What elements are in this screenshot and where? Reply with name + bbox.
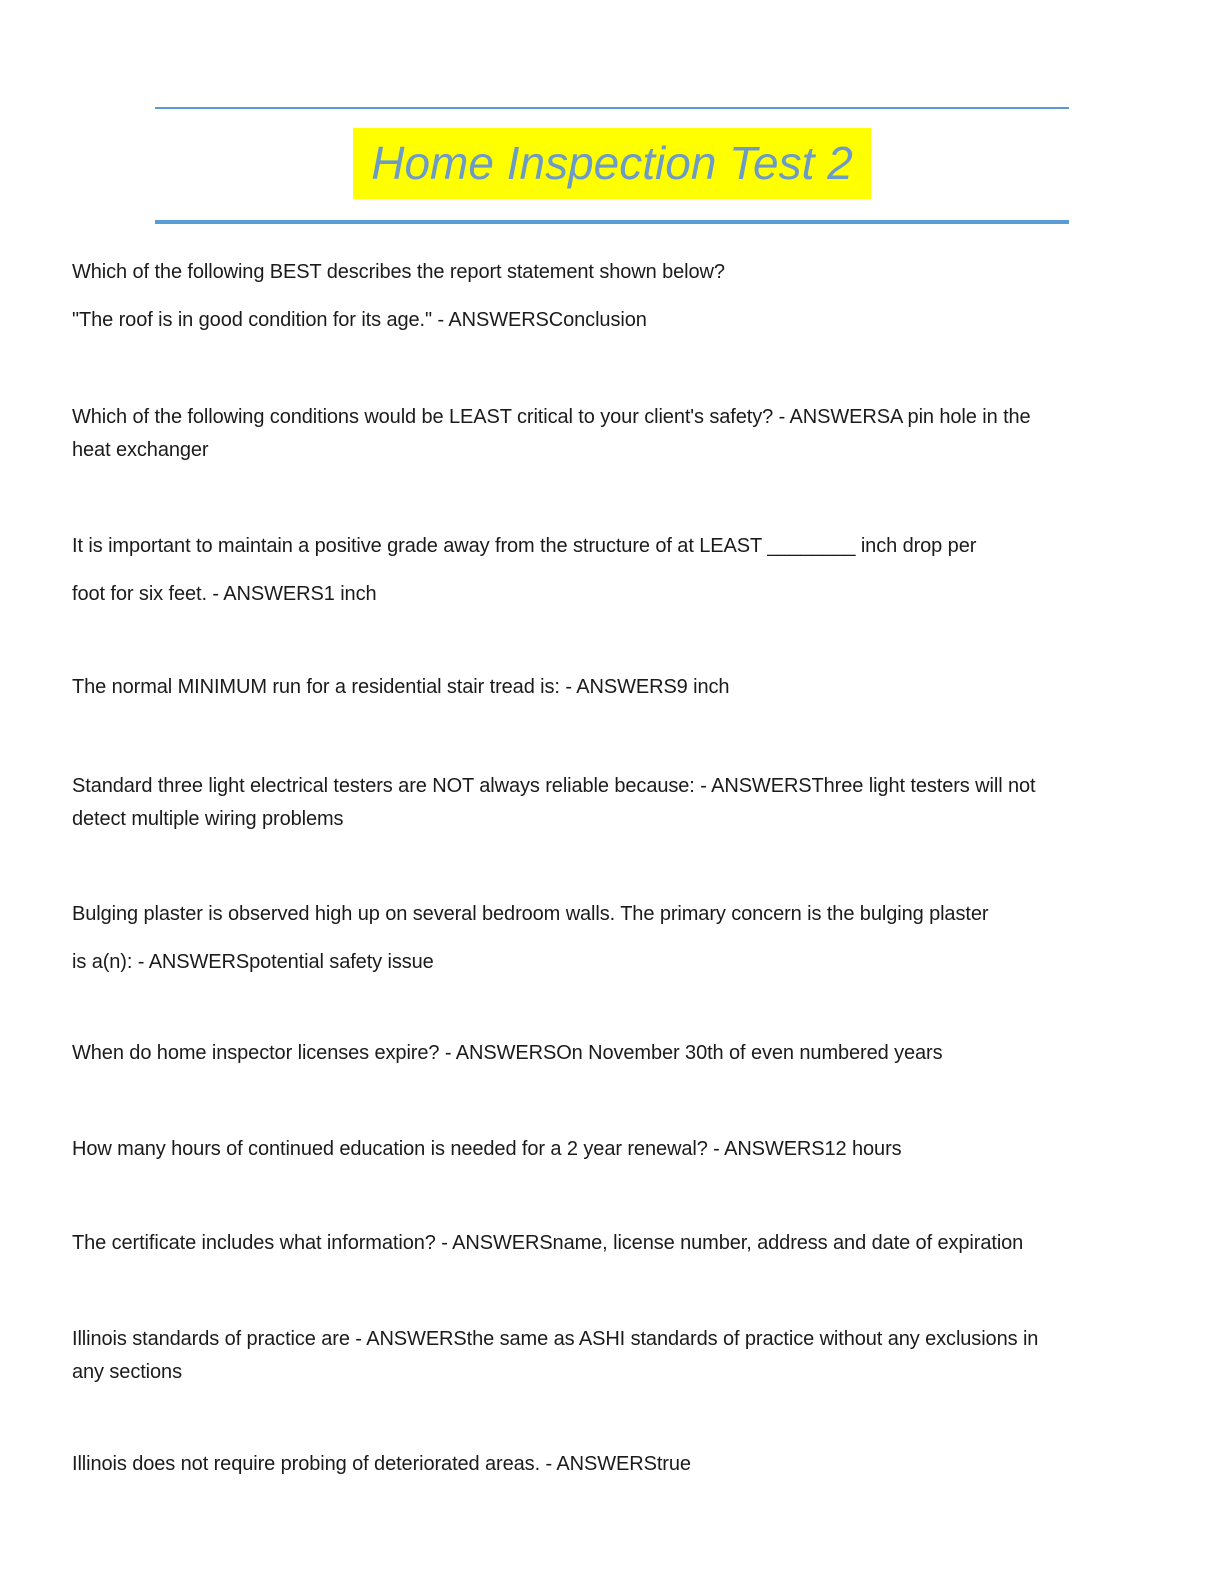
- text-line: detect multiple wiring problems: [72, 808, 344, 830]
- question-answer-text: [72, 671, 1162, 704]
- answer-text: [72, 946, 1162, 979]
- text-line: How many hours of continued education is needed for a 2 year renewal? - ANSWERS12 hours: [72, 1138, 902, 1160]
- text-line: Bulging plaster is observed high up on several bedroom walls. The primary concern is the bulging plaster: [72, 903, 989, 925]
- answer-text: [72, 578, 1162, 611]
- text-line: is a(n): - ANSWERSpotential safety issue: [72, 951, 434, 973]
- answer-text: [72, 304, 1162, 337]
- question-text: [72, 530, 1162, 563]
- text-line: The certificate includes what information? - ANSWERSname, license number, address and date of expiration: [72, 1232, 1024, 1254]
- page-title: [0, 128, 1224, 199]
- text-line: Illinois does not require probing of deteriorated areas. - ANSWERStrue: [72, 1453, 691, 1475]
- question-answer-text: [72, 1133, 1162, 1166]
- question-answer-text: [72, 1323, 1162, 1389]
- text-line: When do home inspector licenses expire? - ANSWERSOn November 30th of even numbered years: [72, 1042, 943, 1064]
- text-line: foot for six feet. - ANSWERS1 inch: [72, 583, 377, 605]
- page-title-highlight: Home Inspection Test 2: [353, 128, 871, 199]
- question-answer-text: [72, 1227, 1162, 1260]
- text-line: The normal MINIMUM run for a residential stair tread is: - ANSWERS9 inch: [72, 676, 730, 698]
- text-line: heat exchanger: [72, 439, 209, 461]
- question-text: [72, 256, 1162, 289]
- text-line: Which of the following conditions would be LEAST critical to your client's safety? - ANSWERSA pin hole in the: [72, 406, 1031, 428]
- question-answer-text: [72, 1037, 1162, 1070]
- text-line: Standard three light electrical testers are NOT always reliable because: - ANSWERSThree light testers will not: [72, 775, 1036, 797]
- question-answer-text: [72, 401, 1162, 467]
- text-line: "The roof is in good condition for its age." - ANSWERSConclusion: [72, 309, 647, 331]
- text-line: It is important to maintain a positive grade away from the structure of at LEAST ________ inch drop per: [72, 535, 977, 557]
- text-line: Illinois standards of practice are - ANSWERSthe same as ASHI standards of practice without any exclusions in: [72, 1328, 1039, 1350]
- title-top-divider: [155, 107, 1069, 109]
- title-bottom-divider: [155, 220, 1069, 224]
- text-line: any sections: [72, 1361, 182, 1383]
- question-text: [72, 898, 1162, 931]
- text-line: Which of the following BEST describes the report statement shown below?: [72, 261, 725, 283]
- question-answer-text: [72, 770, 1162, 836]
- question-answer-text: [72, 1448, 1162, 1481]
